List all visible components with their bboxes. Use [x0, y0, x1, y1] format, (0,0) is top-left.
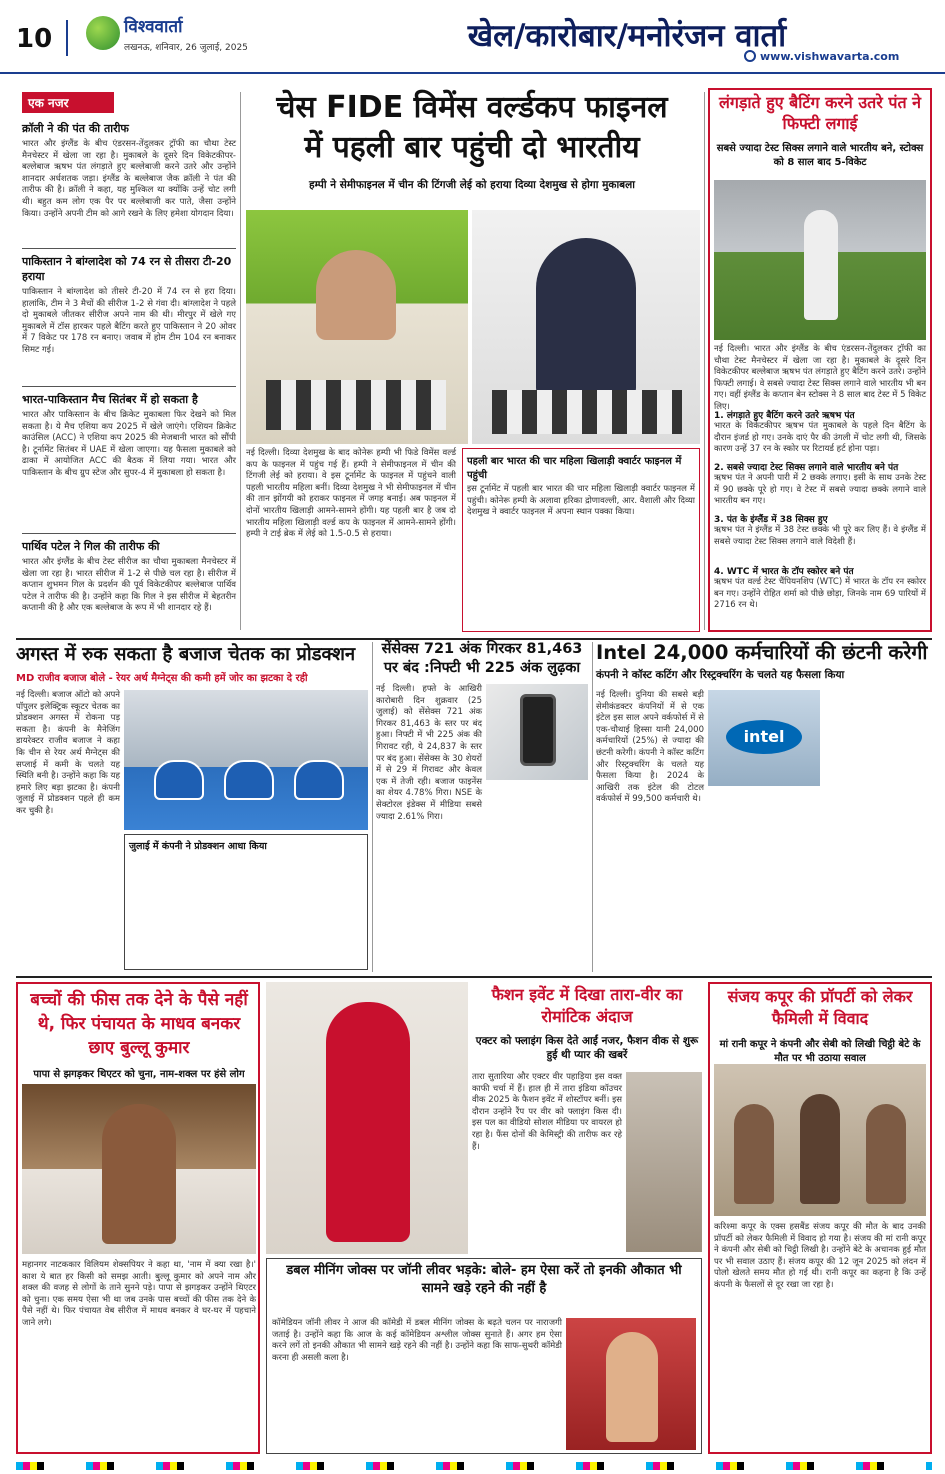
pant-point-body: ऋषभ पंत ने अपनी पारी में 2 छक्के लगाए। इसी के साथ उनके टेस्ट में 90 छक्के पूरे हो गए। वे टेस्ट में सबसे ज्यादा छक्के लगाने वाले भारतीय बन गए। [714, 473, 926, 507]
bullu-subhead: पापा से झगड़कर थिएटर को चुना, नाम-शक्ल पर हंसे लोग [33, 1069, 245, 1080]
chessboard-icon [266, 380, 446, 430]
bullu-headline: बच्चों की फीस तक देने के पैसे नहीं थे, फिर पंचायत के माधव बनकर छाए बुल्लू कुमार [30, 990, 248, 1058]
chess-subhead: हम्पी ने सेमीफाइनल में चीन की टिंगजी लेई को हराया दिव्या देशमुख से होगा मुकाबला [309, 179, 635, 191]
column-rule [240, 92, 241, 630]
tara-veer-photo [626, 1072, 702, 1252]
sensex-body: नई दिल्ली। हफ्ते के आखिरी कारोबारी दिन शुक्रवार (25 जुलाई) को सेंसेक्स 721 अंक गिरकर 81,463 के स्तर पर बंद हुआ। निफ्टी में भी 225 अंक की गिरावट रही, ये 24,837 के स्तर पर बंद हुआ। सेंसेक्स के 30 शेयरों में से 29 में गिरावट और केवल एक में तेजी रही। बजाज फाइनेंस का शेयर 4.78% गिरा। NSE के सेक्टोरल इंडेक्स में मीडिया सबसे ज्यादा 2.61% गिरा। [376, 684, 482, 822]
section-divider [16, 976, 932, 978]
ek-nazar-tag: एक नजर [22, 92, 114, 113]
kapoor-family-photo [714, 1064, 926, 1216]
website-url[interactable]: www.vishwavarta.com [760, 50, 900, 63]
pant-point-title: 4. WTC में भारत के टॉप स्कोरर बने पंत [714, 567, 854, 577]
bullu-body: महानगर नाटककार विलियम शेक्सपियर ने कहा था, 'नाम में क्या रखा है।' काश ये बात हर किसी को समझ आती। बुल्लू कुमार को अपने नाम और शक्ल की वजह से लोगों के ताने सुनने पड़े। पापा से झगड़कर उन्होंने थिएटर को चुना। एक समय ऐसा भी था जब उनके पास बच्चों की फीस तक देने के पैसे नहीं थे। फिर पंचायत वेब सीरीज में माधव बनकर वे घर-घर में पहचाने जाने लगे। [22, 1260, 256, 1328]
phone-icon [520, 694, 556, 766]
column-rule [592, 642, 593, 972]
johnny-body: कॉमेडियन जॉनी लीवर ने आज की कॉमेडी में डबल मीनिंग जोक्स के बढ़ते चलन पर नाराजगी जताई है। उन्होंने कहा कि आज के कई कॉमेडियन अश्लील जोक्स सुनाते हैं। अगर हम ऐसा करने लगें तो इनकी औकात भी सामने खड़े रहने की नहीं है। उन्होंने कहा कि साफ-सुथरी कॉमेडी करना ही असली कला है। [272, 1318, 562, 1363]
column-rule [372, 642, 373, 972]
pant-body: नई दिल्ली। भारत और इंग्लैंड के बीच एंडरसन-तेंदुलकर ट्रॉफी का चौथा टेस्ट मैनचेस्टर में खेला जा रहा है। मुकाबले के दूसरे दिन विकेटकीपर बल्लेबाज ऋषभ पंत लंगड़ाते हुए बैटिंग करने उतरे। उन्होंने फिफ्टी लगाई। वे सबसे ज्यादा टेस्ट सिक्स लगाने वाले भारतीय भी बन गए। वहीं इंग्लैंड के कप्तान बेन स्टोक्स ने 8 साल बाद टेस्ट में 5 विकेट लिए। [714, 344, 926, 412]
pant-headline: लंगड़ाते हुए बैटिंग करने उतरे पंत ने फिफ्टी लगाई [718, 93, 922, 133]
pant-point-body: ऋषभ पंत वर्ल्ड टेस्ट चैंपियनशिप (WTC) में भारत के टॉप रन स्कोरर बन गए। उन्होंने रोहित शर्मा को पीछे छोड़ा, जिनके नाम 69 पारियों में 2716 रन थे। [714, 577, 926, 611]
chess-body: नई दिल्ली। दिव्या देशमुख के बाद कोनेरू हम्पी भी फिडे विमेंस वर्ल्ड कप के फाइनल में पहुंच गई हैं। हम्पी ने सेमीफाइनल में चीन की टिंगजी लेई को हराया। वे इस टूर्नामेंट के फाइनल में पहुंचने वाली पहली भारतीय महिला बनीं। दिव्या देशमुख ने भी सेमीफाइनल में चीन की तान झोंगयी को हराकर फाइनल में जगह बनाई। अब फाइनल में दोनों भारतीय खिलाड़ी आमने-सामने होंगी। यह पहली बार है जब दो भारतीय महिला खिलाड़ी वर्ल्ड कप के फाइनल में आमने-सामने होंगी। हम्पी ने टाई ब्रेक में लेई को 1.5-0.5 से हराया। [246, 448, 456, 540]
tara-photo [266, 982, 468, 1254]
pant-point-body: ऋषभ पंत ने इंग्लैंड में 38 टेस्ट छक्के भी पूरे कर लिए हैं। वे इंग्लैंड में सबसे ज्यादा टेस्ट सिक्स लगाने वाले विदेशी हैं। [714, 525, 926, 547]
humpy-photo [246, 210, 468, 444]
page-number: 10 [16, 24, 53, 54]
chess-headline-line1: चेस FIDE विमेंस वर्ल्डकप फाइनल [276, 90, 668, 125]
fashion-subhead: एक्टर को फ्लाइंग किस देते आईं नजर, फैशन वीक से शुरू हुई थी प्यार की खबरें [475, 1035, 699, 1061]
divider [22, 248, 236, 249]
scooter-icon [154, 760, 204, 800]
chess-headline-line2: में पहली बार पहुंची दो भारतीय [304, 130, 640, 165]
intel-logo: intel [726, 720, 802, 754]
intel-subhead: कंपनी ने कॉस्ट कटिंग और रिस्ट्रक्चरिंग के चलते यह फैसला किया [596, 669, 845, 681]
scooter-icon [294, 760, 344, 800]
bajaj-factory-photo [124, 690, 368, 830]
divya-photo [472, 210, 700, 444]
news-body: भारत और इंग्लैंड के बीच टेस्ट सीरीज का चौथा मुकाबला मैनचेस्टर में खेला जा रहा है। भारत सीरीज में 1-2 से पीछे चल रहा है। सीरीज में कप्तान शुभमन गिल के प्रदर्शन की पूर्व विकेटकीपर बल्लेबाज पार्थिव पटेल ने तारीफ की है। उन्होंने कहा कि गिल ने इस सीरीज में बेहतरीन कप्तानी की है और एक बल्लेबाज के रूप में भी शानदार रहे हैं। [22, 557, 236, 614]
news-headline: भारत-पाकिस्तान मैच सितंबर में हो सकता है [22, 393, 198, 406]
person-silhouette-icon [606, 1332, 658, 1442]
bajaj-subhead: MD राजीव बजाज बोले - रेयर अर्थ मैग्नेट्स की कमी हमें जोर का झटका दे रही [16, 673, 308, 684]
person-silhouette-icon [734, 1104, 774, 1204]
news-headline: क्रॉली ने की पंत की तारीफ [22, 122, 129, 135]
news-body: भारत और पाकिस्तान के बीच क्रिकेट मुकाबला फिर देखने को मिल सकता है। ये मैच एशिया कप 2025 में खेले जाएंगे। एशियन क्रिकेट काउंसिल (ACC) ने एशिया कप 2025 की मेजबानी भारत को सौंपी है। टूर्नामेंट सितंबर में UAE में खेला जाएगा। यह फैसला मुकाबले को ढाका में आयोजित ACC की बैठक में लिया गया। भारत और पाकिस्तान के बीच ग्रुप स्टेज और सुपर-4 में मुकाबला हो सकता है। [22, 410, 236, 478]
bajaj-box-headline: जुलाई में कंपनी ने प्रोडक्शन आधा किया [129, 841, 267, 852]
divider [22, 533, 236, 534]
chess-sidebar-box [462, 448, 700, 632]
batsman-silhouette-icon [804, 210, 838, 320]
bajaj-headline: अगस्त में रुक सकता है बजाज चेतक का प्रोडक्शन [16, 644, 356, 665]
registration-marks [16, 1462, 932, 1470]
person-silhouette-icon [316, 250, 396, 340]
brand-name: विश्ववार्ता [124, 17, 183, 37]
person-silhouette-icon [800, 1094, 840, 1204]
pant-point-body: भारत के विकेटकीपर ऋषभ पंत मुकाबले के पहले दिन बैटिंग के दौरान इंजर्ड हो गए। उनके दाएं पैर की उंगली में चोट लगी थी, जिसके कारण उन्हें 37 रन के स्कोर पर रिटायर्ड हर्ट होना पड़ा। [714, 421, 926, 455]
page-number-divider [66, 20, 68, 56]
chessboard-icon [492, 390, 682, 434]
scooter-icon [224, 760, 274, 800]
intel-headline: Intel 24,000 कर्मचारियों की छंटनी करेगी [596, 641, 928, 664]
pant-point-title: 1. लंगड़ाते हुए बैटिंग करने उतरे ऋषभ पंत [714, 411, 855, 421]
intel-body: नई दिल्ली। दुनिया की सबसे बड़ी सेमीकंडक्टर कंपनियों में से एक इंटेल इस साल अपने वर्कफोर्स में से एक-चौथाई हिस्सा यानी 24,000 कर्मचारियों (25%) से ज्यादा की छंटनी करेगी। कंपनी ने कॉस्ट कटिंग और रिस्ट्रक्चरिंग के चलते यह फैसला किया है। 2024 के आखिरी तक इंटेल की टोटल वर्कफोर्स में 99,500 कर्मचारी थे। [596, 690, 704, 805]
news-body: पाकिस्तान ने बांग्लादेश को तीसरे टी-20 में 74 रन से हरा दिया। हालांकि, टीम ने 3 मैचों की सीरीज 1-2 से गंवा दी। बांग्लादेश ने पहले दो मुकाबले जीतकर सीरीज अपने नाम की थी। मीरपुर में खेले गए मुकाबले में टॉस हारकर पहले बैटिंग करते हुए पाकिस्तान ने 20 ओवर में 7 विकेट पर 178 रन बनाए। जवाब में होम टीम 104 रन बनाकर सिमट गई। [22, 287, 236, 355]
sanjay-body: करिश्मा कपूर के एक्स हसबैंड संजय कपूर की मौत के बाद उनकी प्रॉपर्टी को लेकर फैमिली में विवाद हो गया है। संजय की मां रानी कपूर ने कंपनी और सेबी को चिट्ठी लिखी है। उन्होंने बेटे के अचानक हुई मौत पर भी सवाल उठाए हैं। संजय कपूर की 12 जून 2025 को लंदन में पोलो खेलते समय मौत हो गई थी। रानी कपूर का कहना है कि उन्हें कंपनी के फैसलों से दूर रखा जा रहा है। [714, 1222, 926, 1290]
fashion-body: तारा सुतारिया और एक्टर वीर पहाड़िया इस वक्त काफी चर्चा में हैं। हाल ही में तारा इंडिया कॉउचर वीक 2025 के फैशन इवेंट में शोस्टॉपर बनीं। इस दौरान उन्होंने रैंप पर वीर को फ्लाइंग किस दी। इस पल का वीडियो सोशल मीडिया पर वायरल हो रहा है। फैंस दोनों की केमिस्ट्री की तारीफ कर रहे हैं। [472, 1072, 622, 1152]
pant-subhead: सबसे ज्यादा टेस्ट सिक्स लगाने वाले भारतीय बने, स्टोक्स को 8 साल बाद 5-विकेट [716, 143, 924, 168]
news-headline: पार्थिव पटेल ने गिल की तारीफ की [22, 540, 160, 553]
bajaj-box [124, 834, 368, 970]
section-title: खेल/कारोबार/मनोरंजन वार्ता [467, 18, 787, 54]
stock-app-photo [486, 684, 588, 780]
sensex-headline: सेंसेक्स 721 अंक गिरकर 81,463 पर बंद :निफ्टी भी 225 अंक लुढ़का [381, 641, 583, 676]
pant-batting-photo [714, 180, 926, 340]
person-silhouette-icon [102, 1104, 176, 1244]
column-rule [704, 92, 705, 630]
person-silhouette-icon [326, 1002, 410, 1242]
johnny-headline: डबल मीनिंग जोक्स पर जॉनी लीवर भड़के: बोले- हम ऐसा करें तो इनकी औकात भी सामने खड़े रहने की नहीं है [286, 1263, 682, 1296]
bajaj-body: नई दिल्ली। बजाज ऑटो को अपने पॉपुलर इलेक्ट्रिक स्कूटर चेतक का प्रोडक्शन अगस्त में रोकना पड़ सकता है। कंपनी के मैनेजिंग डायरेक्टर राजीव बजाज ने कहा कि चीन से रेयर अर्थ मैग्नेट्स की सप्लाई में कमी के चलते यह स्थिति बनी है। उन्होंने कहा कि यह हमारे लिए बड़ा झटका है। कंपनी जुलाई में प्रोडक्शन पहले ही कम कर चुकी है। [16, 690, 120, 816]
globe-icon [744, 50, 756, 62]
left-news-column [22, 92, 236, 630]
dateline: लखनऊ, शनिवार, 26 जुलाई, 2025 [124, 43, 248, 53]
pant-point-title: 3. पंत के इंग्लैंड में 38 सिक्स हुए [714, 515, 828, 525]
johnny-lever-photo [566, 1318, 696, 1450]
news-body: भारत और इंग्लैंड के बीच एंडरसन-तेंदुलकर ट्रॉफी का चौथा टेस्ट मैनचेस्टर में खेला जा रहा है। मुकाबले के दूसरे दिन विकेटकीपर-बल्लेबाज ऋषभ पंत लंगड़ाते हुए बल्लेबाजी करने उतरे और उन्होंने शानदार अर्धशतक जड़ा। इंग्लैंड के बल्लेबाज जैक क्रॉली ने पंत की तारीफ की है। क्रॉली ने कहा, यह मुश्किल था क्योंकि उन्हें चोट लगी थी। बहुत कम लोग एक पैर पर बल्लेबाजी कर पाते, जैसा उन्होंने किया। उन्होंने अपनी टीम को आगे रखने के लिए हमेशा योगदान दिया। [22, 139, 236, 219]
bullu-kumar-photo [22, 1084, 256, 1254]
divider [22, 386, 236, 387]
chess-box-headline: पहली बार भारत की चार महिला खिलाड़ी क्वार्टर फाइनल में पहुंची [467, 456, 682, 481]
news-headline: पाकिस्तान ने बांग्लादेश को 74 रन से तीसरा टी-20 हराया [22, 255, 232, 283]
person-silhouette-icon [536, 238, 636, 398]
chess-box-body: इस टूर्नामेंट में पहली बार भारत की चार महिला खिलाड़ी क्वार्टर फाइनल में पहुंची। कोनेरू हम्पी के अलावा हरिका द्रोणावल्ली, आर. वैशाली और दिव्या देशमुख ने क्वार्टर फाइनल में अपना स्थान पक्का किया। [467, 484, 695, 518]
intel-building-photo [708, 690, 820, 786]
pant-points [714, 408, 926, 628]
sanjay-headline: संजय कपूर की प्रॉपर्टी को लेकर फैमिली में विवाद [727, 987, 913, 1028]
sanjay-subhead: मां रानी कपूर ने कंपनी और सेबी को लिखी चिट्ठी बेटे के मौत पर भी उठाया सवाल [719, 1039, 921, 1064]
pant-point-title: 2. सबसे ज्यादा टेस्ट सिक्स लगाने वाले भारतीय बने पंत [714, 463, 899, 473]
fashion-headline: फैशन इवेंट में दिखा तारा-वीर का रोमांटिक अंदाज [491, 985, 683, 1026]
brand-logo-icon [86, 16, 120, 50]
person-silhouette-icon [866, 1104, 906, 1204]
